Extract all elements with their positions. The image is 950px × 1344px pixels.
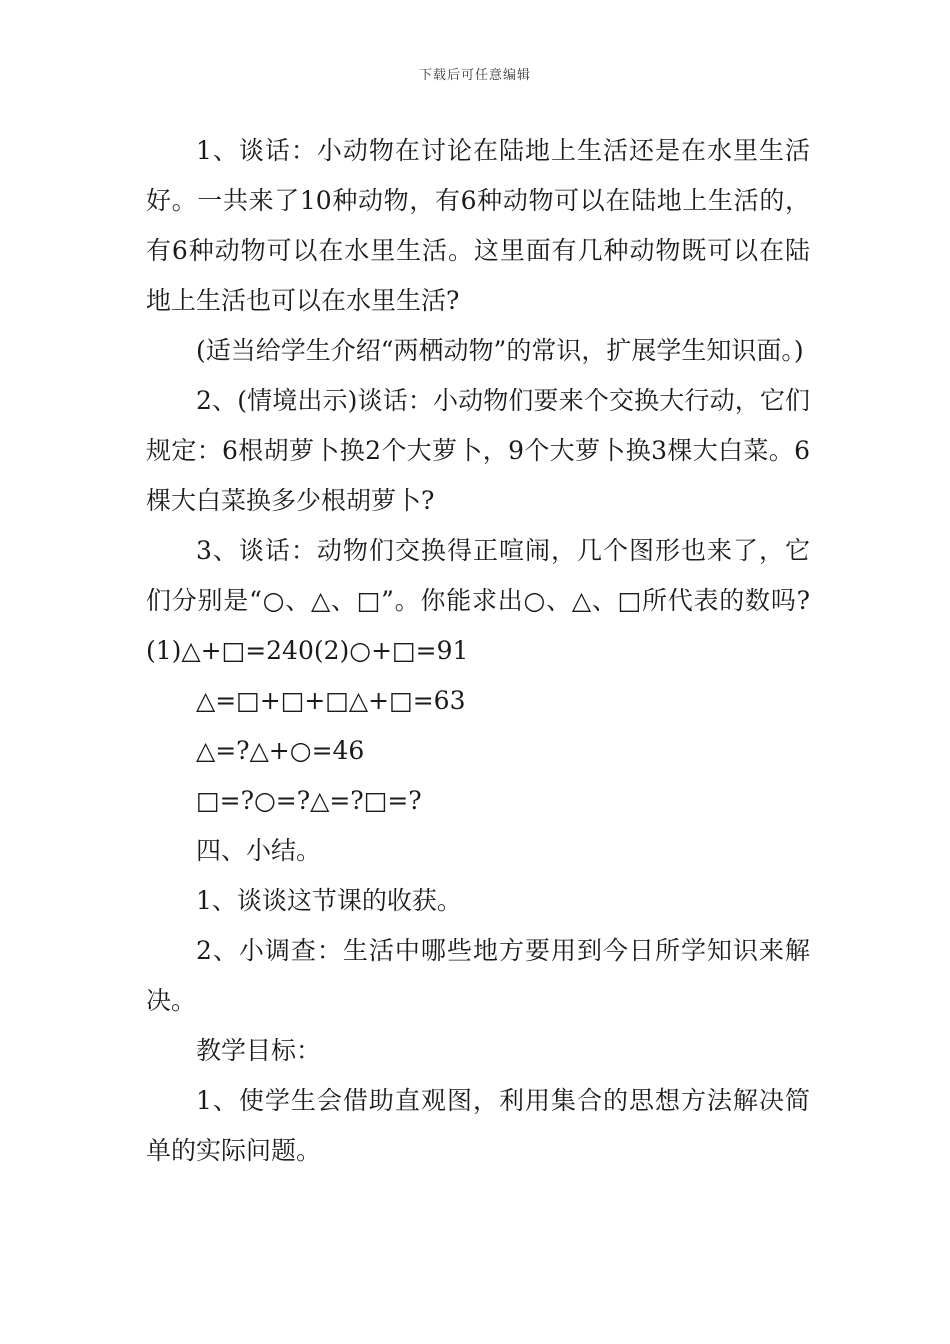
paragraph-summary-2: 2、小调查：生活中哪些地方要用到今日所学知识来解决。 <box>146 936 810 1015</box>
section-heading-objectives: 教学目标： <box>196 1036 322 1065</box>
document-body <box>146 126 810 1176</box>
paragraph-objective-1: 1、使学生会借助直观图，利用集合的思想方法解决简单的实际问题。 <box>146 1086 810 1165</box>
paragraph-summary-1: 1、谈谈这节课的收获。 <box>196 886 462 915</box>
page-header: 下载后可任意编辑 <box>418 68 531 83</box>
paragraph-exchange-problem: 2、(情境出示)谈话：小动物们要来个交换大行动，它们规定：6根胡萝卜换2个大萝卜，9个大萝卜换3棵大白菜。6棵大白菜换多少根胡萝卜? <box>146 386 810 515</box>
paragraph-shapes-problem: 3、谈话：动物们交换得正喧闹，几个图形也来了，它们分别是“○、△、□”。你能求出○、△、□所代表的数吗?(1)△+□=240(2)○+□=91 <box>146 536 810 665</box>
paragraph-equation-3: □=?○=?△=?□=? <box>196 786 422 815</box>
section-heading-summary: 四、小结。 <box>196 836 322 865</box>
paragraph-amphibian-note: (适当给学生介绍“两栖动物”的常识，扩展学生知识面。) <box>196 336 804 365</box>
paragraph-talk-animals: 1、谈话：小动物在讨论在陆地上生活还是在水里生活好。一共来了10种动物，有6种动物可以在陆地上生活的，有6种动物可以在水里生活。这里面有几种动物既可以在陆地上生活也可以在水里生活? <box>146 136 810 315</box>
paragraph-equation-1: △=□+□+□△+□=63 <box>196 686 466 715</box>
paragraph-equation-2: △=?△+○=46 <box>196 736 365 765</box>
